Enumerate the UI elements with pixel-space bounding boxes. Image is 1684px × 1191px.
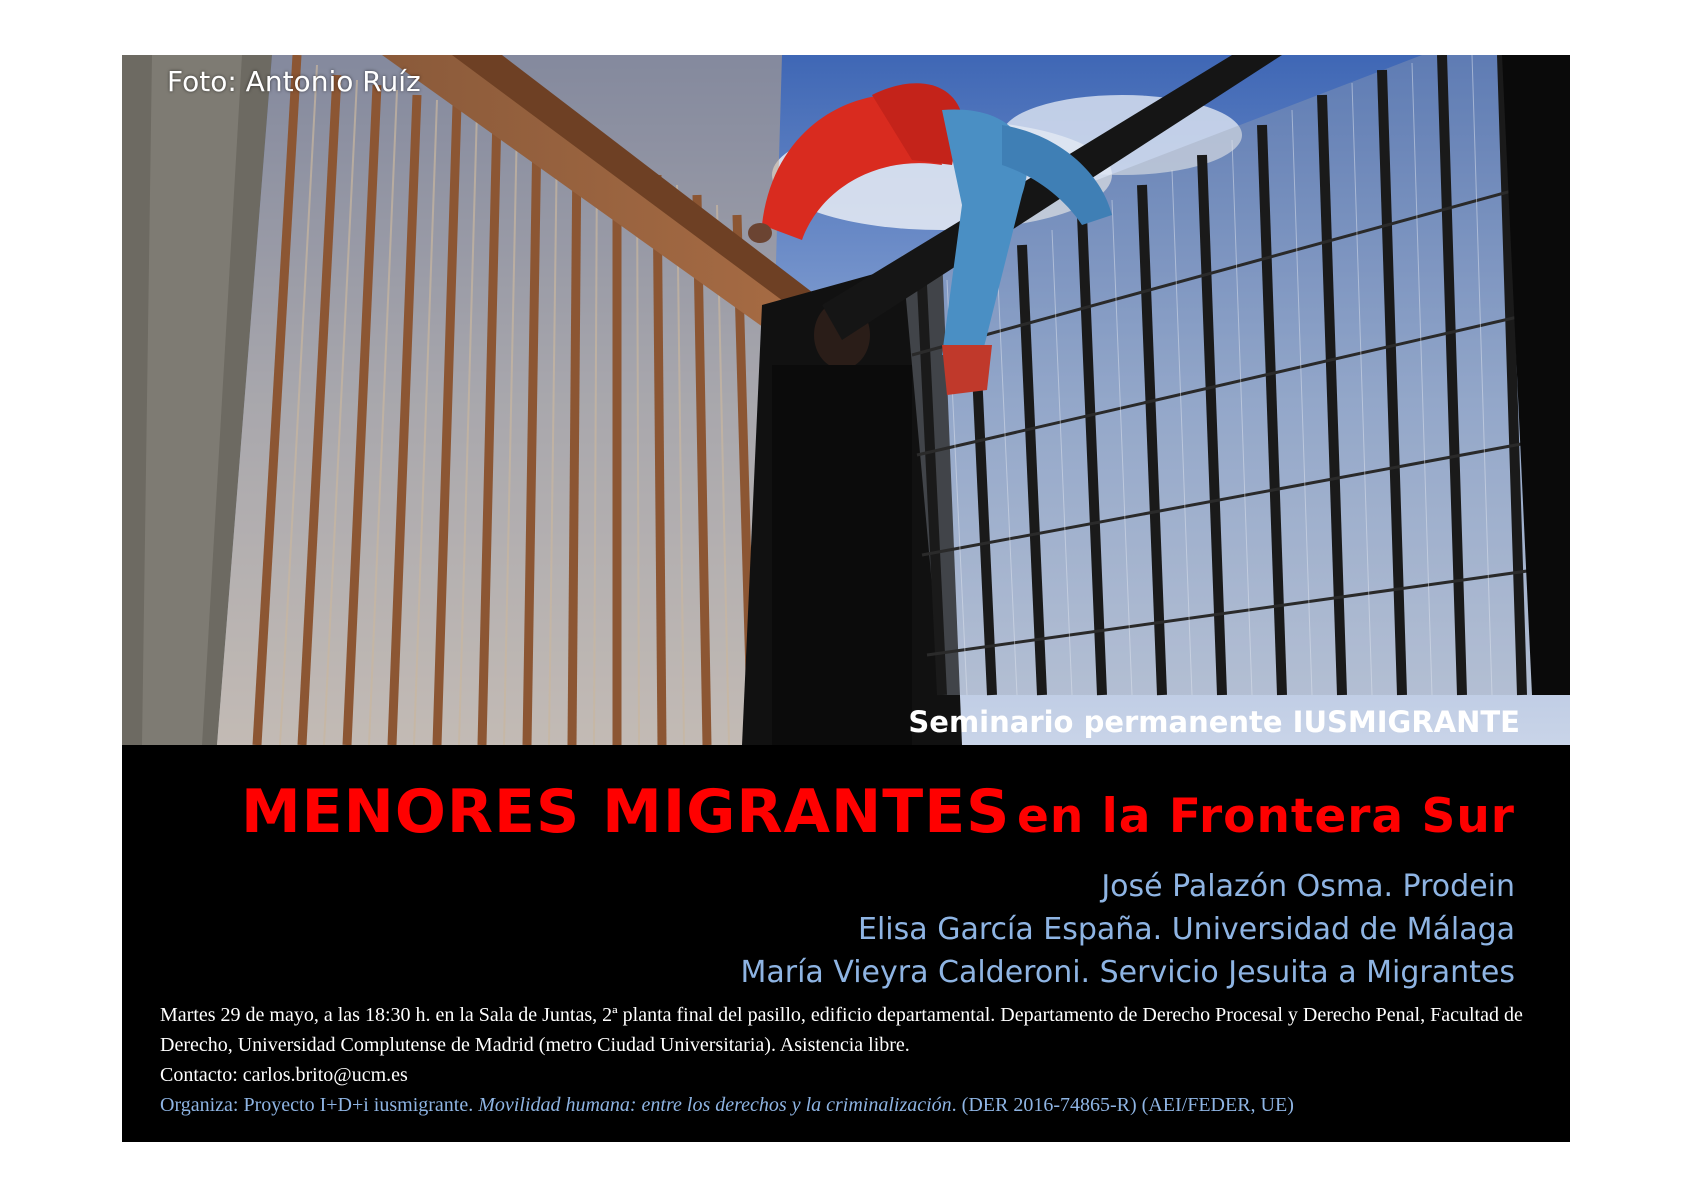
project-title: Movilidad humana: entre los derechos y la criminalización <box>478 1094 952 1116</box>
photo-credit: Foto: Antonio Ruíz <box>167 65 421 98</box>
headline-sub: en la Frontera Sur <box>1016 789 1515 844</box>
headline <box>122 777 1515 847</box>
seminar-label: Seminario permanente IUSMIGRANTE <box>908 705 1520 739</box>
speaker-list <box>740 865 1515 994</box>
event-details <box>160 1000 1550 1120</box>
speaker-item: María Vieyra Calderoni. Servicio Jesuita a Migrantes <box>740 955 1515 990</box>
headline-main: MENORES MIGRANTES <box>240 777 1011 847</box>
photo-illustration <box>122 55 1570 745</box>
organizer-line <box>160 1090 1550 1120</box>
speaker-item: José Palazón Osma. Prodein <box>1101 869 1515 904</box>
organizer-suffix: . (DER 2016-74865-R) (AEI/FEDER, UE) <box>951 1094 1294 1116</box>
contact-line: Contacto: carlos.brito@ucm.es <box>160 1064 408 1086</box>
organizer-prefix: Organiza: Proyecto I+D+i iusmigrante. <box>160 1094 479 1116</box>
event-info: Martes 29 de mayo, a las 18:30 h. en la Sala de Juntas, 2ª planta final del pasillo, edificio departamental. Departamento de Derecho Procesal y Derecho Penal, Facultad de Derecho, Universidad Complutense de Madrid (metro Ciudad Universitaria). Asistencia libre. <box>160 1004 1523 1056</box>
speaker-item: Elisa García España. Universidad de Málaga <box>858 912 1515 947</box>
poster <box>122 55 1570 1142</box>
border-fence-photo <box>122 55 1570 745</box>
